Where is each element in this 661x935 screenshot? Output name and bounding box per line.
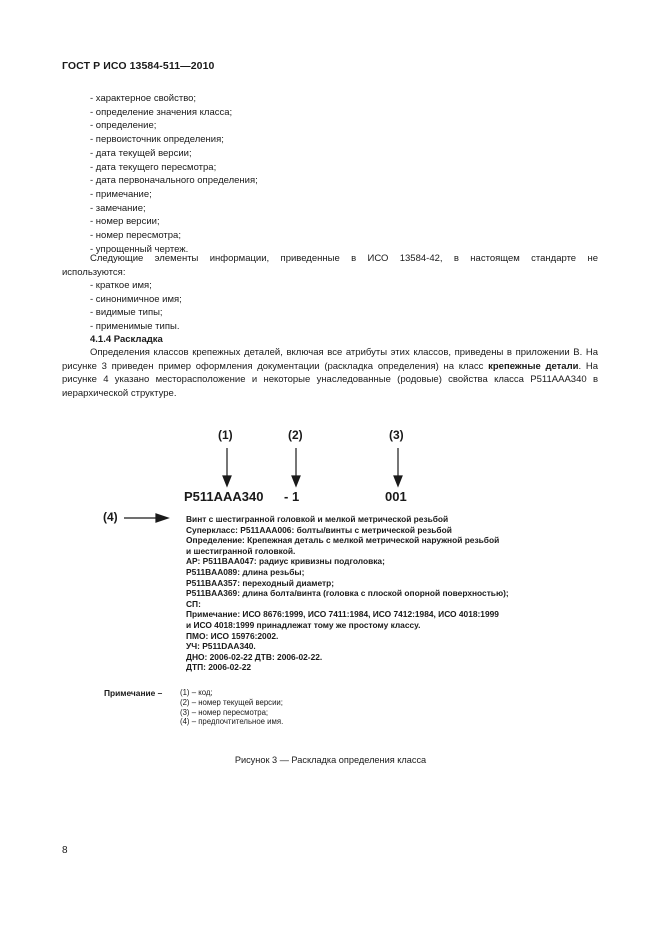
list-item: - применимые типы. [90,321,180,333]
figure-marker-3: (3) [389,428,404,442]
class-definition-block [186,514,606,673]
definition-line: Винт с шестигранной головкой и мелкой метрической резьбой [186,514,449,524]
definition-line: и шестигранной головкой. [186,545,296,556]
list-item: - синонимичное имя; [90,293,182,305]
note-item: (4) – предпочтительное имя. [180,717,284,727]
paragraph-line: используются: [62,266,126,278]
note-item: (2) – номер текущей версии; [180,697,283,707]
page-number: 8 [62,845,68,856]
list-item: - дата текущей версии; [90,147,192,159]
definition-line: УЧ: P511DAA340. [186,641,256,652]
class-code: P511AAA340 [184,489,264,504]
definition-line: Примечание: ИСО 8676:1999, ИСО 7411:1984, ИСО 7412:1984, ИСО 4018:1999 [186,609,499,620]
revision-number: 001 [385,489,407,504]
list-item: - номер версии; [90,216,160,228]
note-item: (1) – код; [180,688,213,697]
definition-line: ДТП: 2006-02-22 [186,662,252,673]
list-item: - определение; [90,120,157,132]
note-item: (3) – номер пересмотра; [180,707,269,717]
list-item: - примечание; [90,188,152,200]
list-item: - характерное свойство; [90,93,197,104]
list-item: - краткое имя; [90,280,152,291]
definition-line: P511BAA357: переходный диаметр; [186,577,335,588]
arrow-head-3 [394,476,402,486]
list-item: - дата текущего пересмотра; [90,161,217,173]
definition-line: ПМО: ИСО 15976:2002. [186,630,279,641]
definition-line: P511BAA369: длина болта/винта (головка с плоской опорной поверхностью); [186,588,509,599]
list-item: - упрощенный чертеж. [90,243,189,255]
paragraph-bold-term: крепежные детали [488,360,579,372]
list-item: - замечание; [90,202,146,214]
figure-marker-4: (4) [103,510,118,524]
arrow-head-2 [292,476,300,486]
figure-marker-1: (1) [218,428,233,442]
figure-note-label: Примечание – [104,688,163,698]
list-item: - видимые типы; [90,307,163,319]
list-item: - номер пересмотра; [90,230,181,242]
definition-line: Определение: Крепежная деталь с мелкой метрической наружной резьбой [186,535,500,546]
document-header: ГОСТ Р ИСО 13584-511—2010 [62,60,215,72]
arrow-head-1 [223,476,231,486]
definition-line: Суперкласс: P511AAA006: болты/винты с метрической резьбой [186,524,452,535]
list-item: - дата первоначального определения; [90,175,258,187]
paragraph-line: Следующие элементы информации, приведенные в ИСО 13584-42, в настоящем стандарте не [90,253,598,264]
definition-line: ДНО: 2006-02-22 ДТВ: 2006-02-22. [186,651,323,662]
paragraph-text: . На рисунке 4 указано месторасположение и некоторые унаследованные (родовые) свойства класса Р511ААА340 в иерархической структуре. [62,360,598,400]
definition-line: P511BAA089: длина резьбы; [186,566,305,577]
section-heading: 4.1.4 Раскладка [90,334,163,345]
figure-marker-2: (2) [288,428,303,442]
list-item: - первоисточник определения; [90,134,224,146]
definition-line: и ИСО 4018:1999 принадлежат тому же простому классу. [186,619,421,630]
definition-line: СП: [186,598,201,609]
list-item: - определение значения класса; [90,106,233,118]
figure-caption: Рисунок 3 — Раскладка определения класса [234,755,427,765]
paragraph-text: Определения классов крепежных деталей, включая все атрибуты этих классов, приведены в приложении В. На рисунке 3 приведен пример оформления документации (раскладка определения) на класс [62,347,598,372]
version-number: - 1 [284,489,300,504]
arrow-head-4 [156,514,168,522]
figure-note-list [180,688,283,727]
definition-line: АР: P511BAA047: радиус кривизны подголовка; [186,556,385,567]
